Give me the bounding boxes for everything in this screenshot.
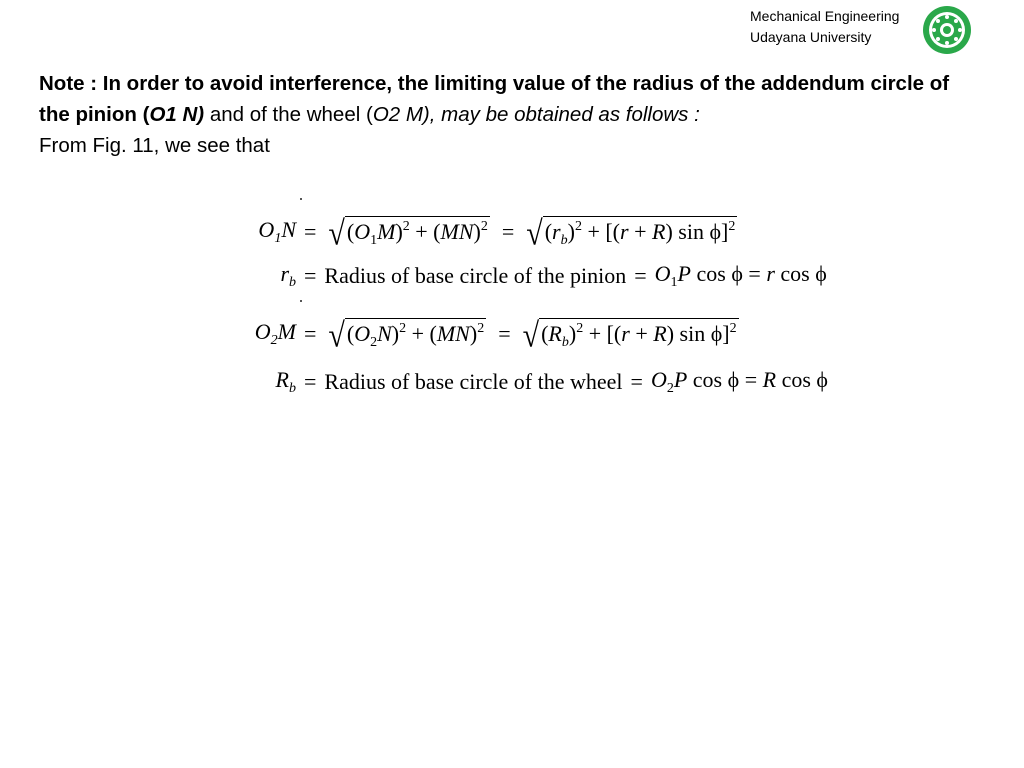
note-bold-text: Note : In order to avoid interference, the limiting value of the radius of the addendum circle of the pinion ( [39, 72, 950, 126]
note-o1n-text: O1 N) [149, 103, 205, 126]
header-university: Udayana University [750, 29, 872, 45]
header-department: Mechanical Engineering [750, 8, 900, 24]
equation-o2m: $O_2M$ = √ $(O_2N)^2 + (MN)^2$ = √ $(R_b)^2 + [(r + R)$ sin ϕ]$^2$ [226, 314, 743, 354]
note-from-fig-text: From Fig. 11, we see that [39, 134, 270, 157]
equations-block [226, 196, 826, 406]
eq2-lhs: $r_b$ [280, 261, 296, 290]
stray-dot [300, 300, 302, 302]
eq1-lhs: $O_1N$ [258, 217, 296, 246]
eq2-description: Radius of base circle of the pinion [324, 263, 627, 288]
note-italic-text: O2 M), may be obtained as follows : [372, 103, 700, 126]
equation-rb-pinion: $r_b$ = Radius of base circle of the pinion = $O_1P$ cos ϕ = r cos ϕ [226, 256, 827, 296]
eq4-description: Radius of base circle of the wheel [324, 369, 623, 394]
header-institution [750, 6, 899, 48]
eq3-lhs: $O_2M$ [254, 319, 296, 348]
note-plain-text: and of the wheel ( [204, 103, 373, 126]
university-logo-icon [922, 5, 972, 55]
note-paragraph [39, 68, 979, 161]
eq4-lhs: $R_b$ [275, 367, 296, 396]
stray-dot [300, 198, 302, 200]
equation-o1n: $O_1N$ = √ $(O_1M)^2 + (MN)^2$ = √ $(r_b)^2 + [(r + R)$ sin ϕ]$^2$ [226, 212, 741, 252]
equation-rb-wheel: $R_b$ = Radius of base circle of the wheel = $O_2P$ cos ϕ = R cos ϕ [226, 362, 828, 402]
